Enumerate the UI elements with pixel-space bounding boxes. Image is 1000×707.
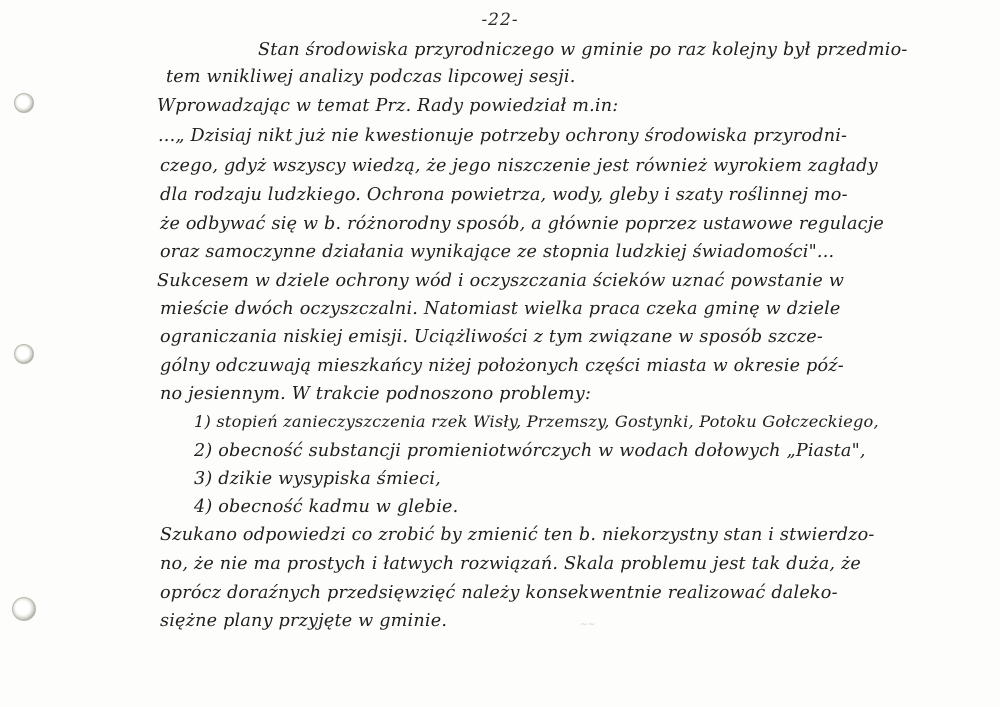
punch-hole bbox=[12, 597, 36, 621]
text-line: ...„ Dzisiaj nikt już nie kwestionuje potrzeby ochrony środowiska przyrodni- bbox=[158, 126, 848, 146]
text-line: mieście dwóch oczyszczalni. Natomiast wielka praca czeka gminę w dziele bbox=[160, 299, 841, 319]
page-number: -22- bbox=[481, 10, 519, 30]
list-item: 2) obecność substancji promieniotwórczych w wodach dołowych „Piasta", bbox=[194, 441, 866, 461]
text-line: czego, gdyż wszyscy wiedzą, że jego niszczenie jest również wyrokiem zagłady bbox=[160, 156, 878, 176]
text-line: że odbywać się w b. różnorodny sposób, a głównie poprzez ustawowe regulacje bbox=[160, 214, 884, 234]
list-item: 1) stopień zanieczyszczenia rzek Wisły, Przemszy, Gostynki, Potoku Gołczeckiego, bbox=[194, 412, 879, 431]
text-line: Sukcesem w dziele ochrony wód i oczyszczania ścieków uznać powstanie w bbox=[157, 271, 845, 291]
text-line: siężne plany przyjęte w gminie. bbox=[160, 611, 448, 631]
text-line: oraz samoczynne działania wynikające ze stopnia ludzkiej świadomości"... bbox=[160, 242, 835, 262]
list-item: 3) dzikie wysypiska śmieci, bbox=[194, 469, 441, 489]
text-line: no, że nie ma prostych i łatwych rozwiązań. Skala problemu jest tak duża, że bbox=[160, 554, 862, 574]
text-line: Wprowadzając w temat Prz. Rady powiedział m.in: bbox=[157, 96, 619, 116]
text-line: Szukano odpowiedzi co zrobić by zmienić ten b. niekorzystny stan i stwierdzo- bbox=[160, 525, 875, 545]
faint-mark: ~~ bbox=[580, 620, 596, 630]
text-line: no jesiennym. W trakcie podnoszono problemy: bbox=[160, 384, 592, 404]
text-line: ograniczania niskiej emisji. Uciążliwości z tym związane w sposób szcze- bbox=[160, 327, 824, 347]
list-item: 4) obecność kadmu w glebie. bbox=[194, 497, 459, 517]
text-line: tem wnikliwej analizy podczas lipcowej sesji. bbox=[166, 67, 576, 87]
punch-hole bbox=[14, 344, 34, 364]
text-line: oprócz doraźnych przedsięwzięć należy konsekwentnie realizować daleko- bbox=[160, 583, 838, 603]
text-line: Stan środowiska przyrodniczego w gminie po raz kolejny był przedmio- bbox=[258, 40, 908, 60]
punch-hole bbox=[14, 93, 34, 113]
text-line: dla rodzaju ludzkiego. Ochrona powietrza, wody, gleby i szaty roślinnej mo- bbox=[160, 185, 848, 205]
text-line: gólny odczuwają mieszkańcy niżej położonych części miasta w okresie póź- bbox=[160, 356, 844, 376]
